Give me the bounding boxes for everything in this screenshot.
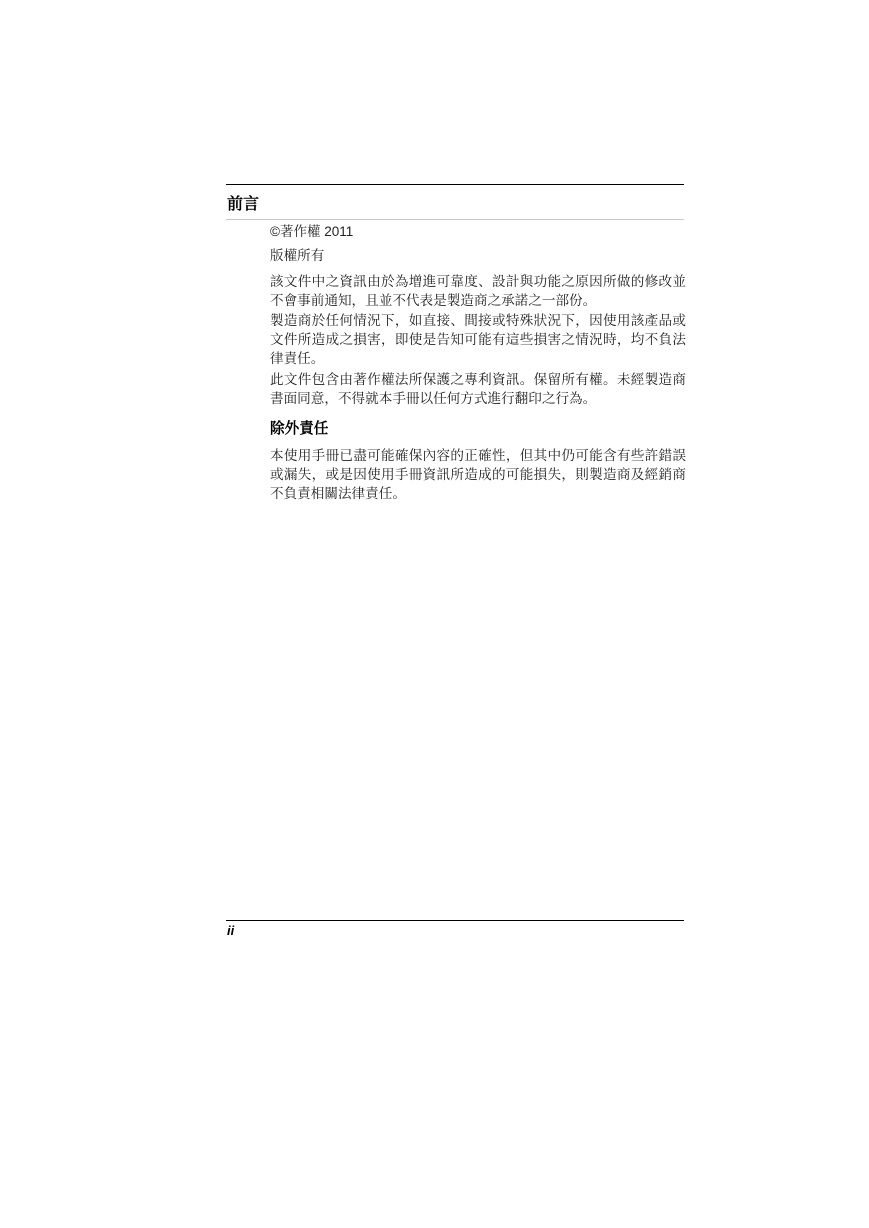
content-body	[270, 222, 686, 504]
header-rule	[226, 184, 684, 185]
paragraph-liability: 製造商於任何情況下，如直接、間接或特殊狀況下，因使用該產品或文件所造成之損害，即使是告知可能有這些損害之情況時，均不負法律責任。	[270, 313, 686, 367]
rights-reserved: 版權所有	[270, 248, 325, 264]
title-underline	[226, 219, 684, 220]
paragraph-info-changes: 該文件中之資訊由於為增進可靠度、設計與功能之原因所做的修改並不會事前通知，且並不代表是製造商之承諾之一部份。	[270, 274, 686, 309]
footer-rule	[226, 920, 684, 921]
disclaimer-heading: 除外責任	[270, 420, 329, 437]
disclaimer-paragraph: 本使用手冊已盡可能確保內容的正確性，但其中仍可能含有些許錯誤或漏失，或是因使用手冊資訊所造成的可能損失，則製造商及經銷商不負責相關法律責任。	[270, 448, 686, 502]
page-number: ii	[227, 923, 235, 938]
page-title: 前言	[227, 194, 260, 213]
copyright-notice: ©著作權 2011	[270, 224, 354, 239]
paragraph-proprietary: 此文件包含由著作權法所保護之專利資訊。保留所有權。未經製造商書面同意，不得就本手冊以任何方式進行翻印之行為。	[270, 372, 686, 407]
